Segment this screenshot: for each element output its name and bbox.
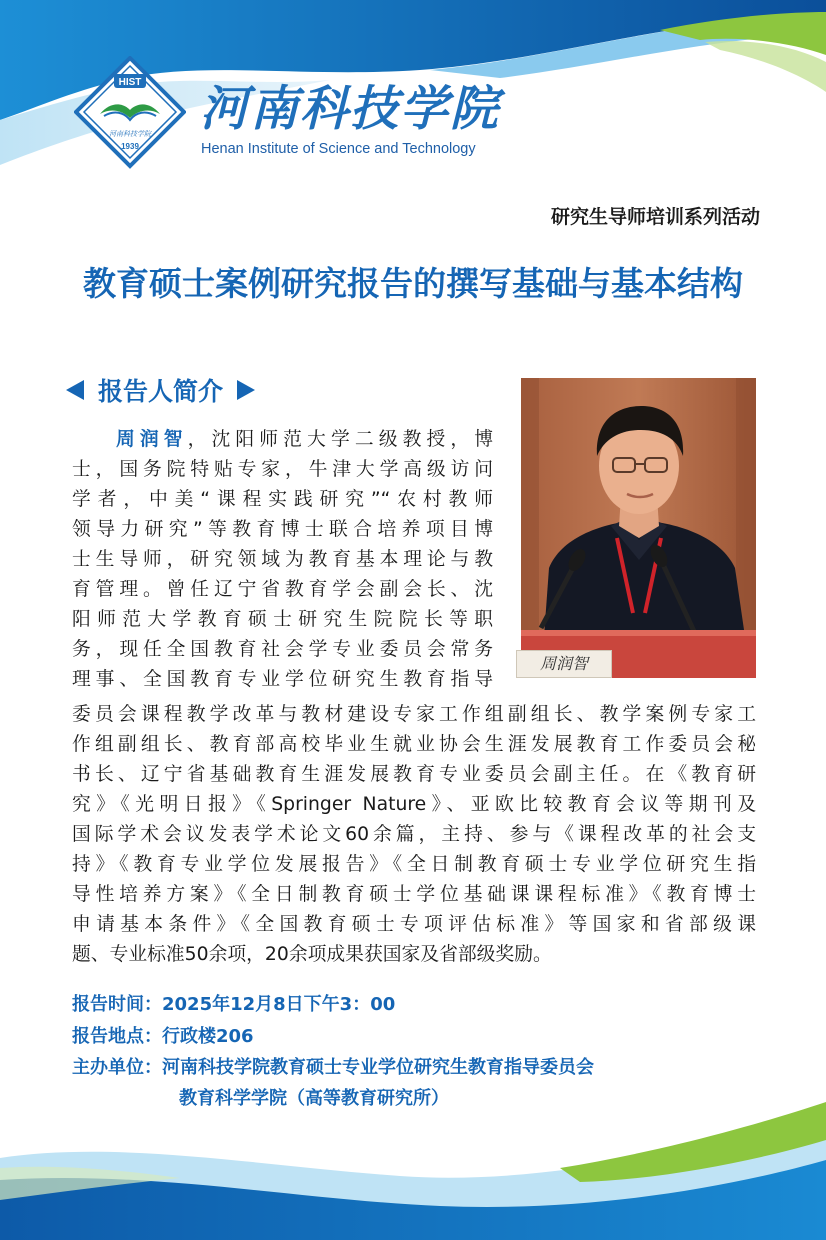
- section-heading-text: 报告人简介: [98, 377, 224, 406]
- event-organizer: 主办单位：河南科技学院教育硕士专业学位研究生教育指导委员会: [72, 1057, 594, 1078]
- photo-caption: 周润智: [516, 650, 612, 678]
- bio-line: 申请基本条件》《全国教育硕士专项评估标准》等国家和省部级课: [72, 914, 756, 935]
- series-label: 研究生导师培训系列活动: [550, 206, 760, 228]
- bio-line: 委员会课程教学改革与教材建设专家工作组副组长、教学案例专家工: [72, 704, 756, 725]
- triangle-left-icon: [66, 380, 84, 400]
- speaker-photo: [521, 378, 756, 678]
- bio-line: 育管理。曾任辽宁省教育学会副会长、沈: [72, 579, 493, 600]
- page-title: 教育硕士案例研究报告的撰写基础与基本结构: [83, 264, 743, 303]
- bio-line: 持》《教育专业学位发展报告》《全日制教育硕士专业学位研究生指: [72, 854, 756, 875]
- school-name-english: Henan Institute of Science and Technology: [201, 141, 476, 157]
- event-organizer-secondary: 教育科学学院（高等教育研究所）: [179, 1088, 449, 1109]
- speaker-name: 周润智: [116, 429, 188, 450]
- bio-line: 国际学术会议发表学术论文60余篇，主持、参与《课程改革的社会支: [72, 824, 756, 845]
- bio-line: 导性培养方案》《全日制教育硕士学位基础课课程标准》《教育博士: [72, 884, 756, 905]
- bio-line: 周润智，沈阳师范大学二级教授，博: [116, 429, 494, 450]
- bio-line: 阳师范大学教育硕士研究生院院长等职: [72, 609, 493, 630]
- bio-line: 题、专业标准50余项，20余项成果获国家及省部级奖励。: [72, 944, 552, 965]
- bio-line: 学者，中美“课程实践研究”“农村教师: [72, 489, 493, 510]
- bio-line: 理事、全国教育专业学位研究生教育指导: [72, 669, 493, 690]
- section-heading: [66, 373, 255, 407]
- bio-line: 作组副组长、教育部高校毕业生就业协会生涯发展教育工作委员会秘: [72, 734, 756, 755]
- logo-text-script: 河南科技学院: [109, 130, 151, 138]
- event-time: 报告时间：2025年12月8日下午3：00: [72, 994, 396, 1015]
- event-location: 报告地点：行政楼206: [72, 1026, 254, 1047]
- bio-line: 士，国务院特贴专家，牛津大学高级访问: [72, 459, 493, 480]
- school-name-chinese: 河南科技学院: [200, 81, 501, 137]
- bio-line: 领导力研究”等教育博士联合培养项目博: [72, 519, 493, 540]
- logo-text-top: HIST: [118, 77, 142, 88]
- bio-line: 书长、辽宁省基础教育生涯发展教育专业委员会副主任。在《教育研: [72, 764, 756, 785]
- bio-line: 士生导师，研究领域为教育基本理论与教: [72, 549, 493, 570]
- school-logo: [74, 56, 186, 174]
- bio-line: 务，现任全国教育社会学专业委员会常务: [72, 639, 493, 660]
- triangle-right-icon: [237, 380, 255, 400]
- logo-text-bottom: 1939: [121, 142, 139, 151]
- bio-line: 究》《光明日报》《Springer Nature》、亚欧比较教育会议等期刊及: [72, 794, 756, 815]
